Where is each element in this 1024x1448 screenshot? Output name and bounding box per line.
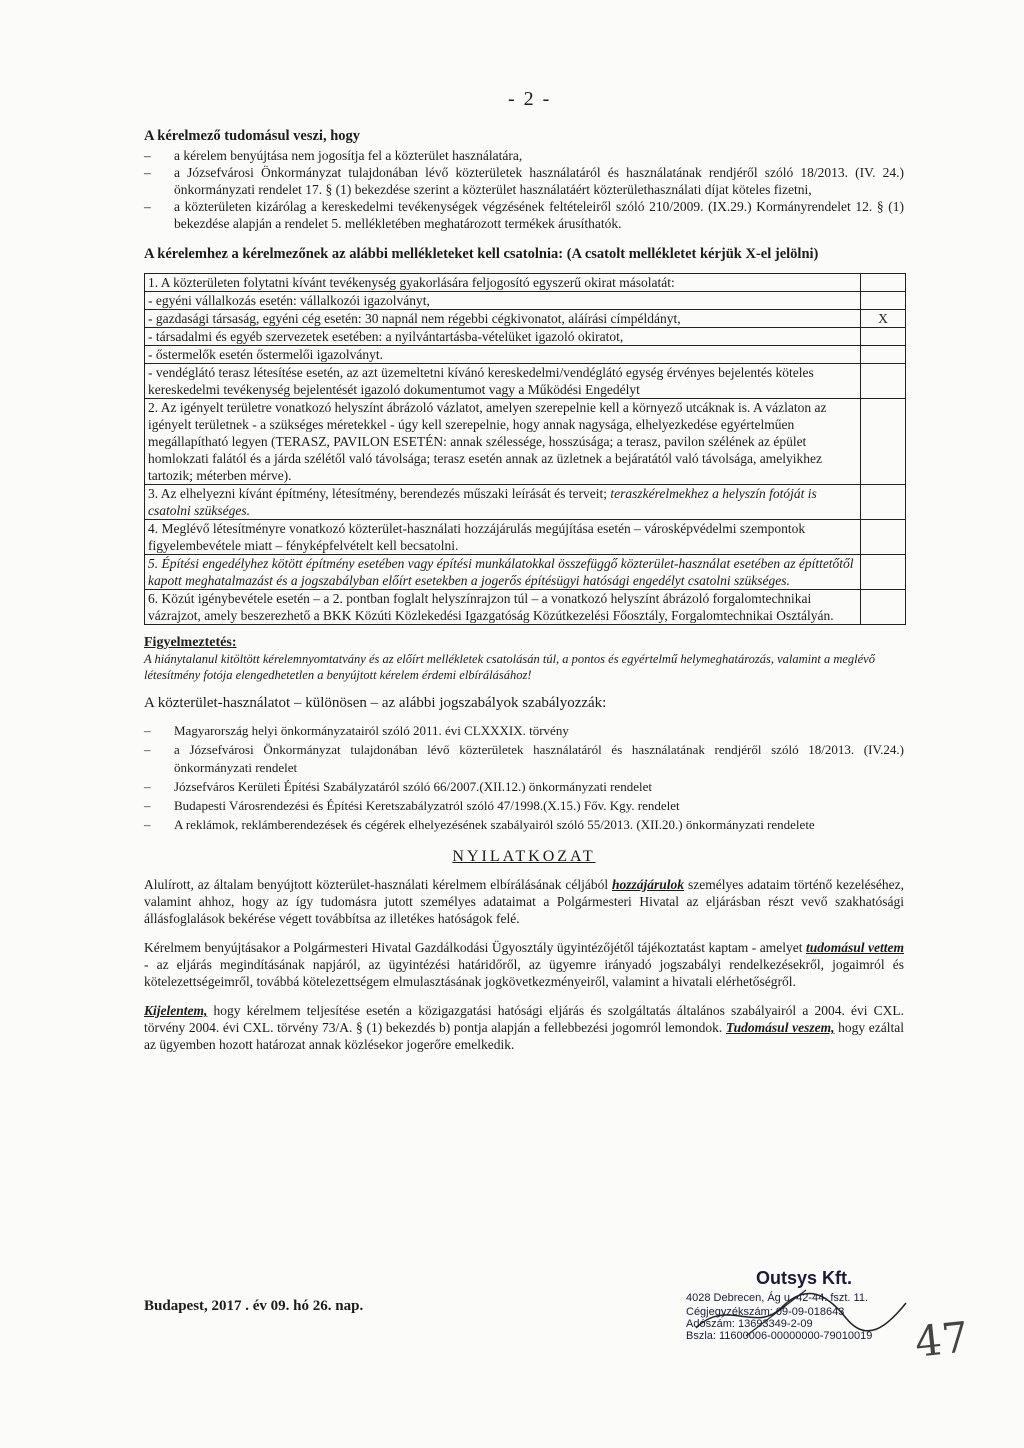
table-row [145, 310, 906, 328]
declaration-text: - az eljárás megindításának napjáról, az ügyintézési határidőről, az ügyemre irányadó jogszabályi rendelkezésekről, jogaimról és kötelezettségeimről, továbbá kötelezettségem elmulasztásának jogkövetkezményeiről, valamint a hivatali elérhetőségről. [144, 957, 904, 989]
law-item: – Budapesti Városrendezési és Építési Keretszabályzatról szóló 47/1998.(X.15.) Főv. Kgy. rendelet [144, 797, 904, 815]
acknowledgement-heading: A kérelmező tudomásul veszi, hogy [144, 128, 361, 144]
attachment-checkbox[interactable] [861, 364, 906, 399]
attachment-text: 4. Meglévő létesítményre vonatkozó közterület-használati hozzájárulás megújítása esetén – városképvédelmi szempontok figyelembevétele miatt – fényképfelvételt kell becsatolni. [145, 520, 861, 555]
laws-list [144, 722, 904, 834]
stamp-tax-number: Adószám: 13693349-2-09 [686, 1318, 813, 1330]
declaration-paragraph-1 [144, 876, 904, 927]
attachment-checkbox[interactable] [861, 399, 906, 485]
declaration-text: hogy ezáltal az ügyemben hozott határozat annak közlésekor jogerőre emelkedik. [144, 1020, 905, 1052]
company-stamp [686, 1268, 916, 1342]
attachment-checkbox[interactable] [861, 292, 906, 310]
attachment-checkbox[interactable] [861, 328, 906, 346]
attachment-checkbox[interactable] [861, 485, 906, 520]
attachment-text: 1. A közterületen folytatni kívánt tevékenység gyakorlására feljogosító egyszerű okirat másolatát: [145, 274, 861, 292]
warning-text: A hiánytalanul kitöltött kérelemnyomtatvány és az előírt mellékletek csatolásán túl, a pontos és egyértelmű helymeghatározás, valamint a meglévő létesítmény fotója elengedhetetlen a benyújtott kérelem érdemi elbírálásához! [144, 652, 875, 682]
attachment-checkbox[interactable] [861, 590, 906, 625]
attachment-text: 3. Az elhelyezni kívánt építmény, létesítmény, berendezés műszaki leírását és terveit; [148, 486, 607, 501]
stamp-bank-account: Bszla: 11600006-00000000-79010019 [686, 1330, 873, 1342]
declaration-emphasis: Tudomásul veszem, [725, 1020, 835, 1035]
attachment-checkbox[interactable] [861, 520, 906, 555]
law-item: – A reklámok, reklámberendezések és cégérek elhelyezésének szabályairól szóló 55/2013. (XII.20.) önkormányzati rendelete [144, 816, 904, 834]
stamp-address: 4028 Debrecen, Ág u. 42-44. fszt. 11. [686, 1292, 869, 1304]
table-row [145, 364, 906, 399]
table-row [145, 590, 906, 625]
declaration-emphasis: Kijelentem, [144, 1003, 208, 1018]
law-item: – Magyarország helyi önkormányzatairól szóló 2011. évi CLXXXIX. törvény [144, 722, 904, 740]
declaration-title: NYILATKOZAT [452, 848, 596, 865]
attachment-checkbox[interactable]: X [861, 310, 906, 328]
laws-intro: A közterület-használatot – különösen – az alábbi jogszabályok szabályozzák: [144, 695, 607, 711]
table-row [145, 485, 906, 520]
declaration-paragraph-2 [144, 939, 904, 990]
law-item: – Józsefváros Kerületi Építési Szabályzatáról szóló 66/2007.(XII.12.) önkormányzati rendelet [144, 778, 904, 796]
stamp-company-name: Outsys Kft. [756, 1268, 853, 1288]
acknowledgement-list [144, 147, 904, 232]
table-row [145, 520, 906, 555]
attachment-text: 6. Közút igénybevétele esetén – a 2. pontban foglalt helyszínrajzon túl – a vonatkozó helyszínt ábrázoló forgalomtechnikai vázrajzot, amely beszerezhető a BKK Közúti Közlekedési Igazgatóság Közútkezelési Főosztály, Forgalomtechnikai Osztályán. [145, 590, 861, 625]
acknowledgement-item: – a közterületen kizárólag a kereskedelmi tevékenységek végzésének feltételeiről szóló 210/2009. (IX.29.) Kormányrendelet 12. § (1) bekezdése alapján a rendelet 5. mellékletében meghatározott termékek árusíthatók. [144, 198, 904, 232]
declaration-emphasis: hozzájárulok [612, 877, 685, 892]
declaration-emphasis: tudomásul vettem [806, 940, 904, 955]
stamp-registration: Cégjegyzékszám: 09-09-018643 [686, 1306, 845, 1318]
attachments-heading: A kérelemhez a kérelmezőnek az alábbi mellékleteket kell csatolnia: (A csatolt mellékletet kérjük X-el jelölni) [144, 246, 819, 262]
attachment-cell [145, 485, 861, 520]
warning-title: Figyelmeztetés: [144, 635, 237, 650]
attachment-text: - egyéni vállalkozás esetén: vállalkozói igazolványt, [145, 292, 861, 310]
handwritten-page-mark: 47 [912, 1312, 971, 1367]
attachment-text: - gazdasági társaság, egyéni cég esetén: 30 napnál nem régebbi cégkivonatot, aláírási címpéldányt, [145, 310, 861, 328]
attachment-checkbox[interactable] [861, 346, 906, 364]
attachment-checkbox[interactable] [861, 274, 906, 292]
attachment-text: - társadalmi és egyéb szervezetek esetében: a nyilvántartásba-vételüket igazoló okiratot, [145, 328, 861, 346]
acknowledgement-item: – a kérelem benyújtása nem jogosítja fel a közterület használatára, [144, 147, 904, 164]
acknowledgement-item: – a Józsefvárosi Önkormányzat tulajdonában lévő közterületek használatáról és használatának rendjéről szóló 18/2013. (IV. 24.) önkormányzati rendelet 17. § (1) bekezdése szerint a közterület használatáért közterülethasználati díjat köteles fizetni, [144, 164, 904, 198]
table-row [145, 346, 906, 364]
attachment-text: - őstermelők esetén őstermelői igazolványt. [145, 346, 861, 364]
place-and-date: Budapest, 2017 . év 09. hó 26. nap. [144, 1298, 364, 1314]
attachment-checkbox[interactable] [861, 555, 906, 590]
declaration-text: hogy kérelmem teljesítése esetén a közigazgatási hatósági eljárás és szolgáltatás általános szabályairól a 2004. évi CXL. törvény 2004. évi CXL. törvény 73/A. § (1) bekezdés b) pontja alapján a fellebbezési jogomról lemondok. [144, 1003, 905, 1035]
table-row [145, 399, 906, 485]
attachments-table [144, 273, 906, 625]
attachment-text-italic: 5. Építési engedélyhez kötött építmény esetében vagy építési munkálatokkal összefüggő közterület-használat esetében az építtetőtől kapott meghatalmazást és a jogszabályban előírt esetekben a jogerős építésügyi hatósági engedélyt csatolni szükséges. [145, 555, 861, 590]
table-row [145, 328, 906, 346]
law-item: – a Józsefvárosi Önkormányzat tulajdonában lévő közterületek használatáról és használatának rendjéről szóló 18/2013. (IV.24.) önkormányzati rendelet [144, 741, 904, 777]
declaration-text: Alulírott, az általam benyújtott közterület-használati kérelmem elbírálásának céljából [144, 877, 609, 892]
page-number: - 2 - [508, 88, 552, 110]
attachment-text: - vendéglátó terasz létesítése esetén, az azt üzemeltetni kívánó kereskedelmi/vendéglátó egység érvényes bejelentés köteles kereskedelmi tevékenység bejelentését igazoló dokumentumot vagy a Működési Engedélyt [145, 364, 861, 399]
declaration-paragraph-3 [144, 1002, 904, 1053]
table-row [145, 555, 906, 590]
table-row [145, 292, 906, 310]
declaration-text: Kérelmem benyújtásakor a Polgármesteri Hivatal Gazdálkodási Ügyosztály ügyintézőjétől tájékoztatást kaptam - amelyet [144, 940, 803, 955]
declaration-text: személyes adataim történő kezeléséhez, valamint ahhoz, hogy az így tudomásra jutott személyes adataimat a Polgármesteri Hivatal az eljárásban részt vevő szakhatósági állásfoglalások bekérése végett továbbítsa az illetékes hatóságok felé. [144, 877, 905, 926]
document-body [144, 128, 904, 1065]
attachment-text: 2. Az igényelt területre vonatkozó helyszínt ábrázoló vázlatot, amelyen szerepelnie kell a környező utcáknak is. A vázlaton az igényelt területnek - a szükséges méretekkel - úgy kell szerepelnie, hogy annak nagysága, elhelyezkedése egyértelműen megállapítható legyen (TERASZ, PAVILON ESETÉN: annak szélessége, hosszúsága; a terasz, pavilon szélének az épület homlokzati falától és a járda szélétől való távolsága; terasz esetén annak az üzletnek a bejáratától való távolsága, amelyikhez tartozik; méterben mérve). [145, 399, 861, 485]
attachment-text-italic: teraszkérelmekhez a helyszín fotóját is csatolni szükséges. [148, 486, 817, 518]
table-row [145, 274, 906, 292]
